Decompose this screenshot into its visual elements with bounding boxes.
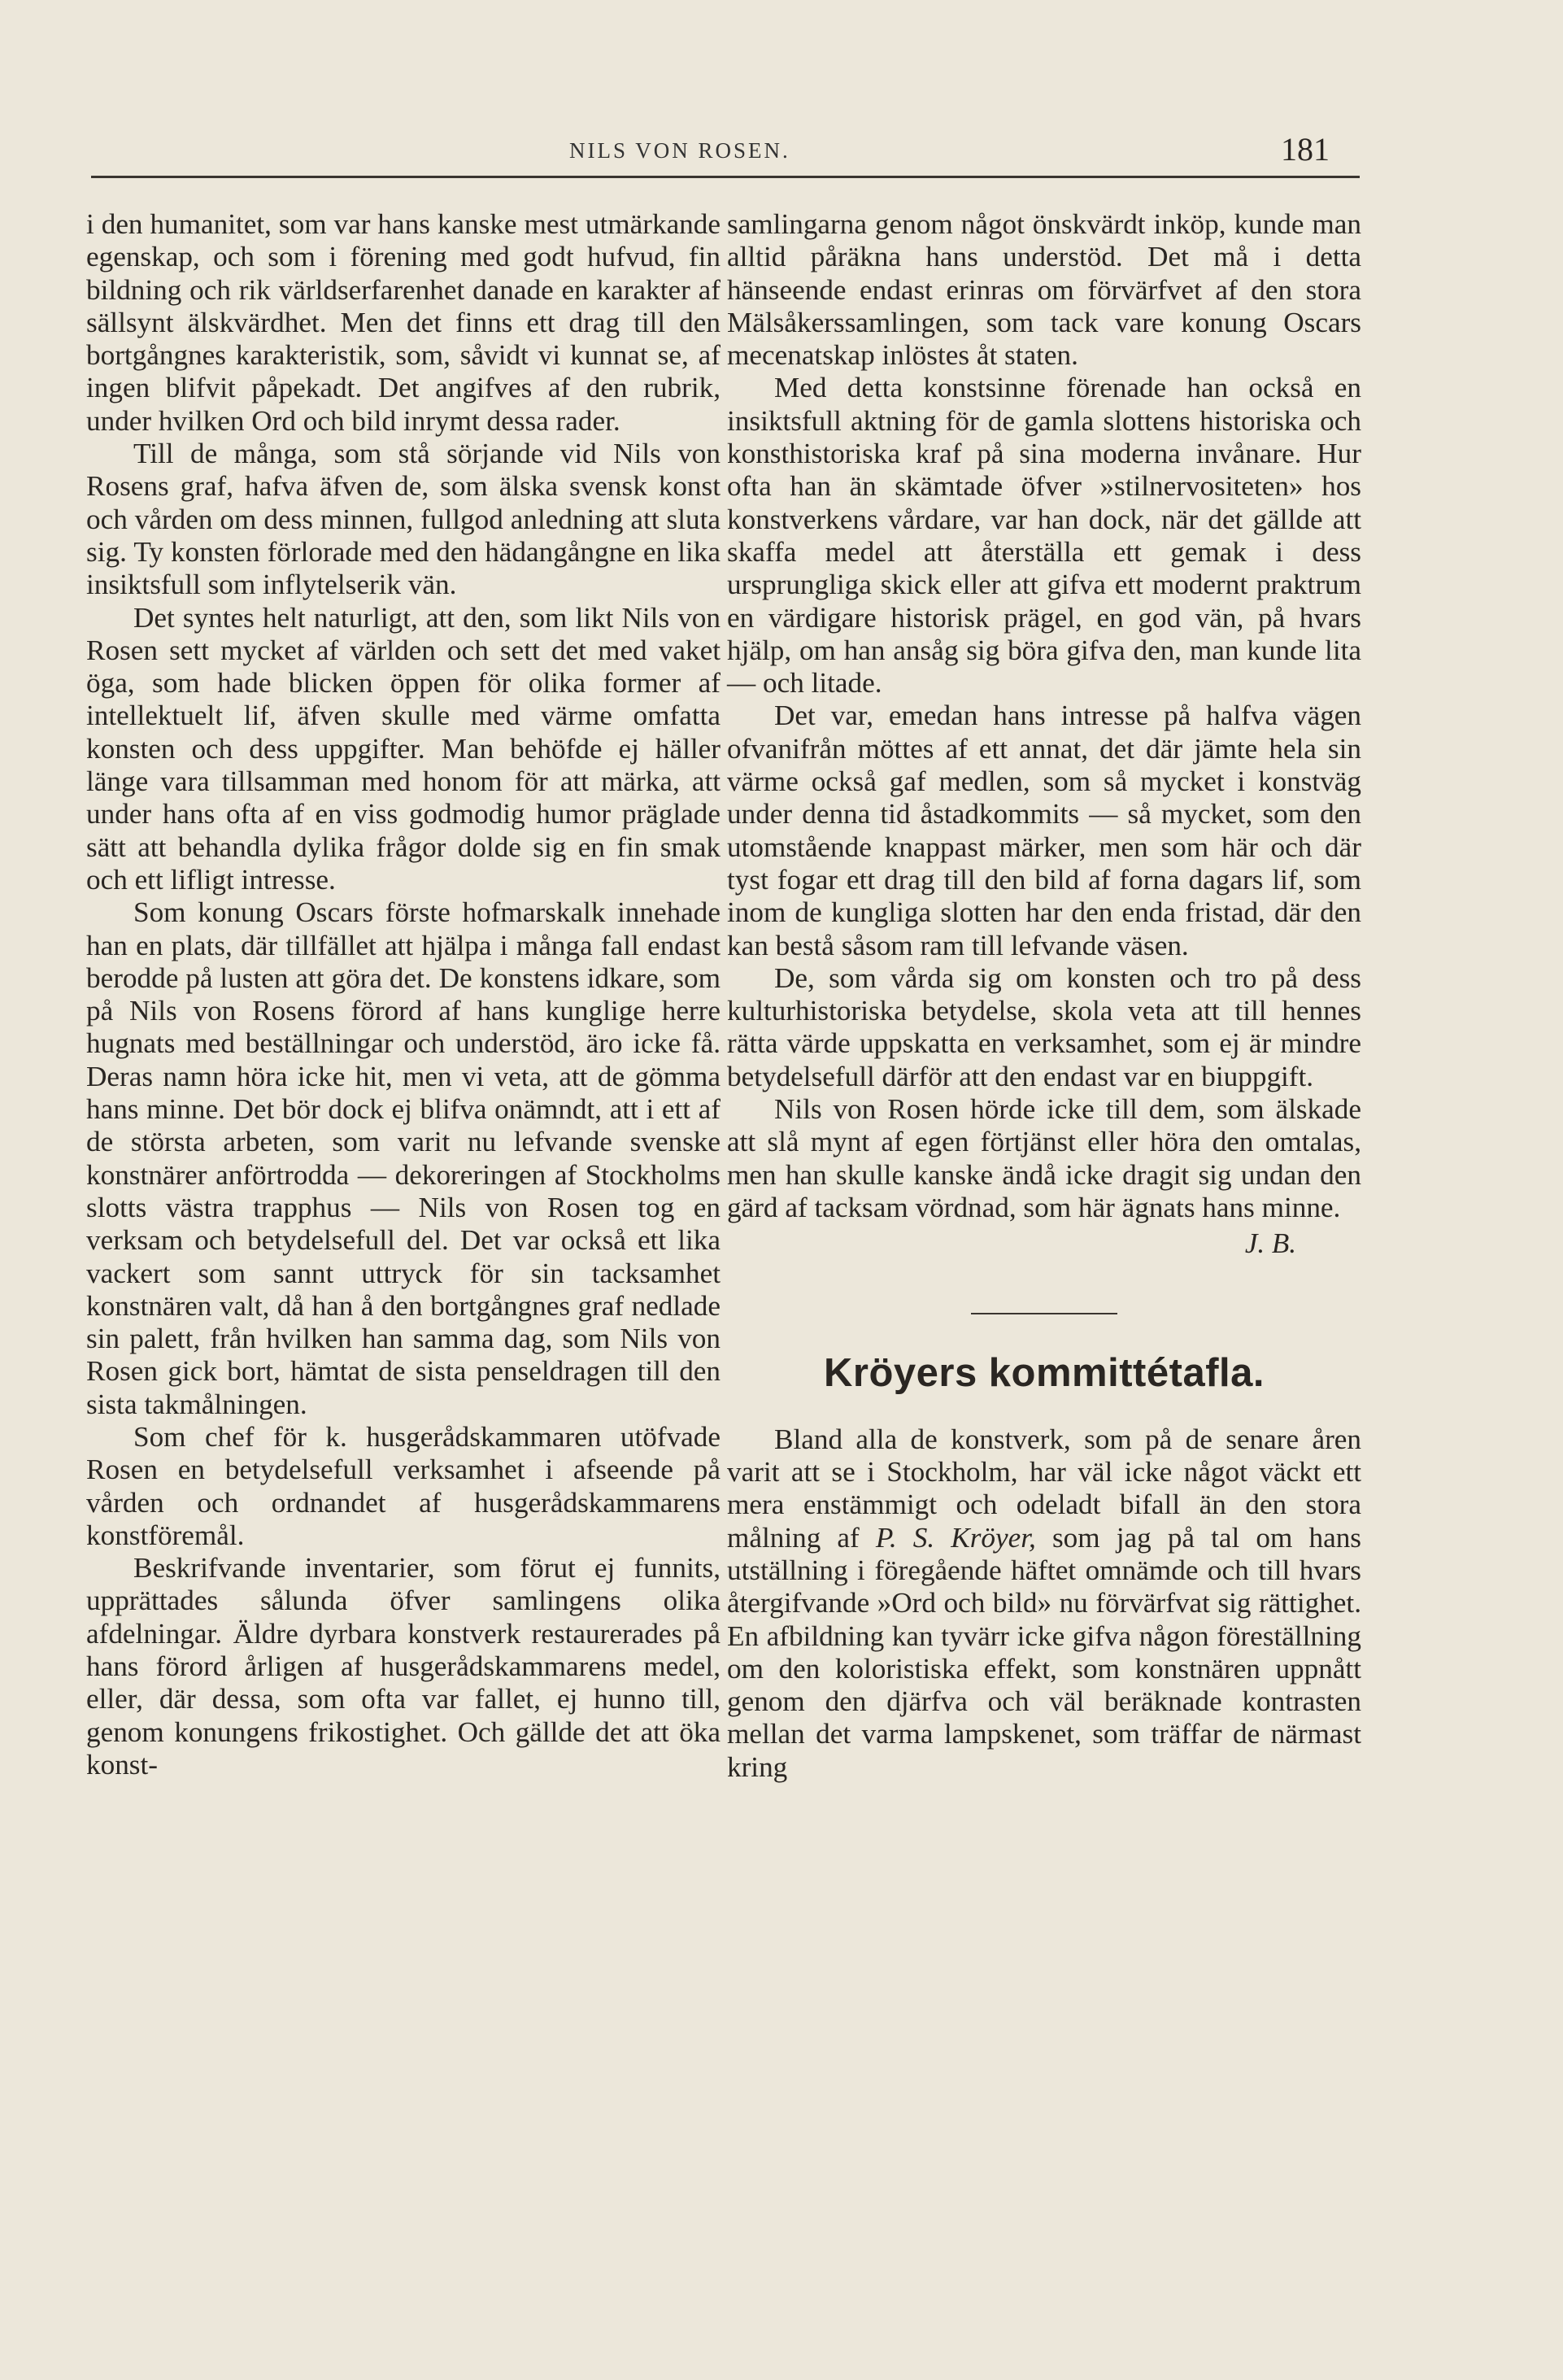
left-column bbox=[86, 208, 721, 1781]
section-text-start: Bland alla de konstverk, som på de senare åren varit att se i Stockholm, har väl icke något väckt ett mera enstämmigt och odeladt bifall än den stora målning af bbox=[727, 1423, 1361, 1554]
paragraph: i den humanitet, som var hans kanske mest utmärkande egenskap, och som i förening med godt hufvud, fin bildning och rik världserfarenhet danade en karakter af sällsynt älskvärdhet. Men det finns ett drag till den bortgångnes karakteristik, som, såvidt vi kunnat se, af ingen blifvit påpekadt. Det angifves af den rubrik, under hvilken Ord och bild inrymt dessa rader. bbox=[86, 208, 721, 437]
paragraph: Nils von Rosen hörde icke till dem, som älskade att slå mynt af egen förtjänst eller höra den omtalas, men han skulle kanske ändå icke dragit sig undan den gärd af tacksam vördnad, som här ägnats hans minne. bbox=[727, 1093, 1361, 1223]
section-divider bbox=[971, 1313, 1117, 1314]
section-text-rest: som jag på tal om hans utställning i föregående häftet omnämde och till hvars återgifvande »Ord och bild» nu förvärfvat sig rättighet. En afbildning kan tyvärr icke gifva någon föreställning om den koloristiska effekt, som konstnären uppnått genom den djärfva och väl beräknade kontrasten mellan det varma lampskenet, som träffar de närmast kring bbox=[727, 1521, 1361, 1783]
paragraph: samlingarna genom något önskvärdt inköp, kunde man alltid påräkna hans understöd. Det må i detta hänseende endast erinras om förvärfvet af den stora Mälsåkerssamlingen, som tack vare konung Oscars mecenatskap inlöstes åt staten. bbox=[727, 208, 1361, 372]
paragraph: Med detta konstsinne förenade han också en insiktsfull aktning för de gamla slottens historiska och konsthistoriska kraf på sina moderna invånare. Hur ofta han än skämtade öfver »stilnervositeten» hos konstverkens vårdare, var han dock, när det gällde att skaffa medel att återställa ett gemak i dess ursprungliga skick eller att gifva ett modernt praktrum en värdigare historisk prägel, en god vän, på hvars hjälp, om han ansåg sig böra gifva den, man kunde lita — och litade. bbox=[727, 372, 1361, 700]
running-title: NILS VON ROSEN. bbox=[569, 138, 790, 163]
painter-name: P. S. Kröyer, bbox=[875, 1521, 1036, 1554]
header-rule bbox=[91, 176, 1360, 178]
paragraph: De, som vårda sig om konsten och tro på dess kulturhistoriska betydelse, skola veta att till hennes rätta värde uppskatta en verksamhet, som ej är mindre betydelsefull därför att den endast var en biuppgift. bbox=[727, 961, 1361, 1092]
paragraph: Det var, emedan hans intresse på halfva vägen ofvanifrån möttes af ett annat, det där jämte hela sin värme också gaf medlen, som så mycket i konstväg under denna tid åstadkommits — så mycket, som den utomstående knappast märker, men som här och där tyst fogar ett drag till den bild af forna dagars lif, som inom de kungliga slotten har den enda fristad, där den kan bestå såsom ram till lefvande väsen. bbox=[727, 700, 1361, 961]
paragraph: Som chef för k. husgerådskammaren utöfvade Rosen en betydelsefull verksamhet i afseende på vården och ordnandet af husgerådskammarens konstföremål. bbox=[86, 1420, 721, 1551]
paragraph: Som konung Oscars förste hofmarskalk innehade han en plats, där tillfället att hjälpa i många fall endast berodde på lusten att göra det. De konstens idkare, som på Nils von Rosens förord af hans kunglige herre hugnats med beställningar och understöd, äro icke få. Deras namn höra icke hit, men vi veta, att de gömma hans minne. Det bör dock ej blifva onämndt, att i ett af de största arbeten, som varit nu lefvande svenske konstnärer anförtrodda — dekoreringen af Stockholms slotts västra trapphus — Nils von Rosen tog en verksam och betydelsefull del. Det var också ett lika vackert som sannt uttryck för sin tacksamhet konstnären valt, då han å den bortgångnes graf nedlade sin palett, från hvilken han samma dag, som Nils von Rosen gick bort, hämtat de sista penseldragen till den sista takmålningen. bbox=[86, 896, 721, 1420]
section-title: Kröyers kommittétafla. bbox=[823, 1350, 1265, 1395]
page-number: 181 bbox=[1281, 131, 1330, 168]
section-paragraph bbox=[727, 1423, 1361, 1784]
right-column bbox=[727, 208, 1361, 1784]
paragraph: Det syntes helt naturligt, att den, som likt Nils von Rosen sett mycket af världen och sett det med vaket öga, som hade blicken öppen för olika former af intellektuelt lif, äfven skulle med värme omfatta konsten och dess uppgifter. Man behöfde ej häller länge vara tillsamman med honom för att märka, att under hans ofta af en viss godmodig humor präglade sätt att behandla dylika frågor dolde sig en fin smak och ett lifligt intresse. bbox=[86, 601, 721, 896]
author-signature: J. B. bbox=[1244, 1227, 1296, 1260]
paragraph: Till de många, som stå sörjande vid Nils von Rosens graf, hafva äfven de, som älska svensk konst och vården om dess minnen, fullgod anledning att sluta sig. Ty konsten förlorade med den hädangångne en lika insiktsfull som inflytelserik vän. bbox=[86, 438, 721, 601]
paragraph: Beskrifvande inventarier, som förut ej funnits, upprättades sålunda öfver samlingens olika afdelningar. Äldre dyrbara konstverk restaurerades på hans förord årligen af husgerådskammarens medel, eller, där dessa, som ofta var fallet, ej hunno till, genom konungens frikostighet. Och gällde det att öka konst- bbox=[86, 1552, 721, 1781]
